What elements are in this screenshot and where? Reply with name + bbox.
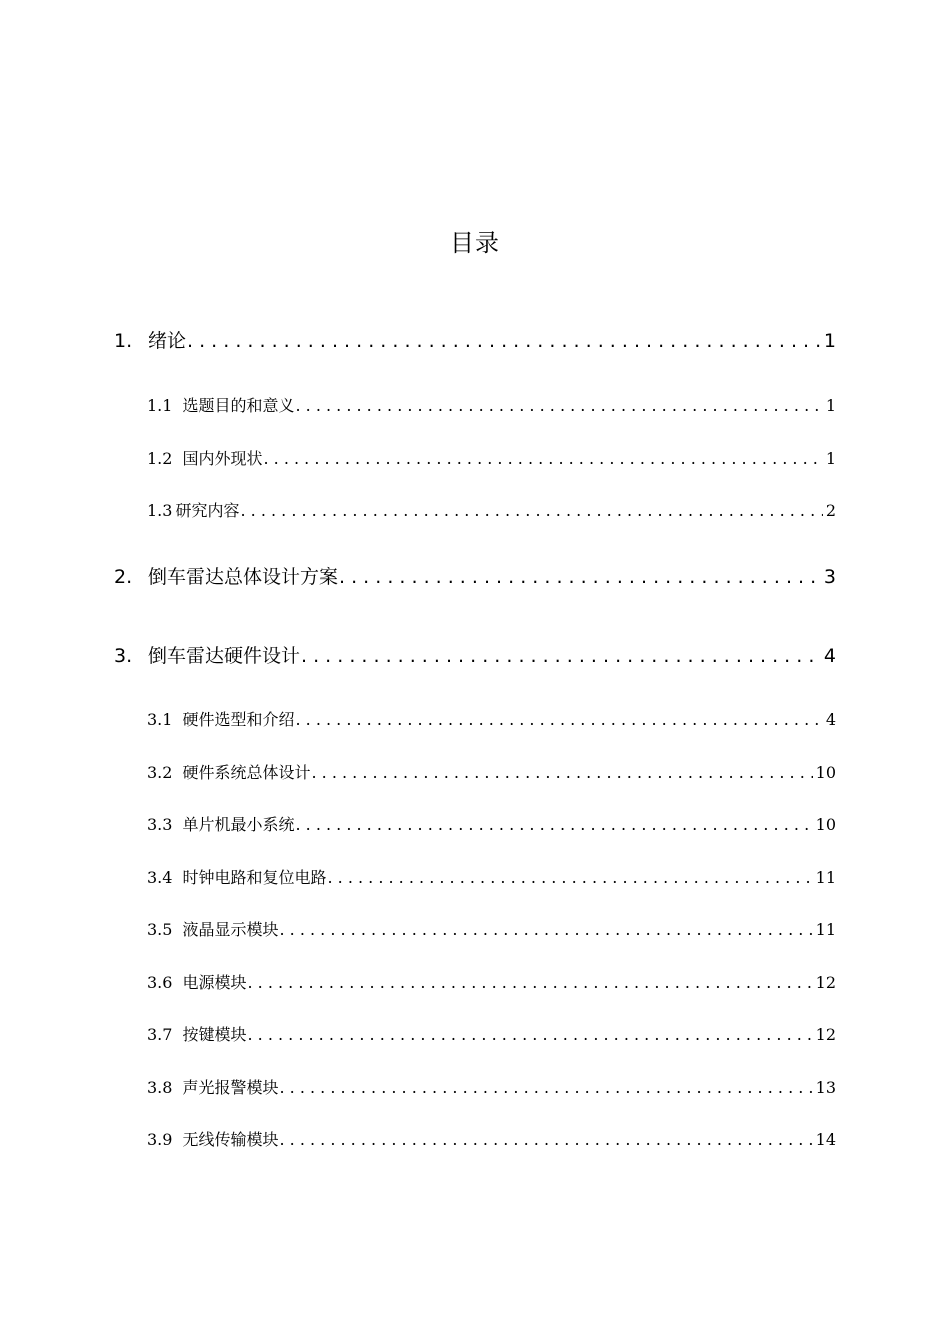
toc-entry-number: 3.5 (147, 920, 173, 939)
dot-leader (295, 812, 812, 838)
toc-entry-2[interactable] (114, 562, 836, 592)
toc-entry-3-8[interactable] (147, 1075, 836, 1101)
dot-leader (279, 1127, 812, 1153)
toc-entry-page: 12 (815, 1025, 836, 1044)
toc-entry-title: 按键模块 (182, 1025, 247, 1044)
toc-entry-title: 硬件选型和介绍 (182, 710, 295, 729)
dot-leader (339, 562, 821, 592)
toc-entry-title: 单片机最小系统 (182, 815, 295, 834)
toc-entry-title: 无线传输模块 (182, 1130, 279, 1149)
toc-entry-number: 3.6 (147, 973, 173, 992)
toc-entry-number: 1.1 (147, 396, 173, 415)
dot-leader (279, 1075, 812, 1101)
dot-leader (240, 498, 822, 524)
toc-entry-page: 1 (825, 396, 836, 415)
toc-entry-3-9[interactable] (147, 1127, 836, 1153)
toc-entry-3[interactable] (114, 641, 836, 671)
dot-leader (263, 446, 822, 472)
toc-entry-3-2[interactable] (147, 760, 836, 786)
toc-entry-number: 3.3 (147, 815, 173, 834)
toc-entry-page: 1 (825, 449, 836, 468)
toc-entry-page: 11 (815, 868, 836, 887)
toc-entry-title: 硬件系统总体设计 (182, 763, 311, 782)
dot-leader (247, 1022, 812, 1048)
toc-entry-page: 10 (815, 815, 836, 834)
toc-entry-page: 4 (823, 645, 836, 667)
toc-entry-number: 3.4 (147, 868, 173, 887)
toc-entry-3-3[interactable] (147, 812, 836, 838)
toc-entry-page: 10 (815, 763, 836, 782)
toc-entry-number: 1.3 (147, 501, 173, 520)
toc-entry-title: 选题目的和意义 (182, 396, 295, 415)
toc-entry-title: 国内外现状 (182, 449, 263, 468)
dot-leader (295, 393, 822, 419)
toc-title: 目录 (450, 229, 500, 257)
toc-entry-page: 14 (815, 1130, 836, 1149)
toc-entry-page: 3 (823, 566, 836, 588)
toc-entry-number: 2. (114, 566, 133, 588)
toc-entry-page: 11 (815, 920, 836, 939)
toc-entry-3-1[interactable] (147, 707, 836, 733)
toc-entry-number: 3.1 (147, 710, 173, 729)
toc-entry-number: 3. (114, 645, 133, 667)
toc-entry-number: 3.7 (147, 1025, 173, 1044)
toc-entry-3-6[interactable] (147, 970, 836, 996)
toc-entry-number: 1. (114, 330, 133, 352)
toc-entry-1-3[interactable] (147, 498, 836, 524)
toc-entry-number: 3.8 (147, 1078, 173, 1097)
toc-entry-3-4[interactable] (147, 865, 836, 891)
toc-entry-title: 倒车雷达硬件设计 (148, 645, 301, 667)
dot-leader (327, 865, 812, 891)
toc-entry-page: 4 (825, 710, 836, 729)
toc-entry-number: 1.2 (147, 449, 173, 468)
toc-entry-3-7[interactable] (147, 1022, 836, 1048)
dot-leader (311, 760, 812, 786)
toc-entry-title: 绪论 (148, 330, 187, 352)
toc-entry-title: 倒车雷达总体设计方案 (148, 566, 339, 588)
dot-leader (301, 641, 821, 671)
dot-leader (295, 707, 822, 733)
toc-entry-title: 电源模块 (182, 973, 247, 992)
toc-entry-title: 时钟电路和复位电路 (182, 868, 327, 887)
toc-entry-page: 1 (823, 330, 836, 352)
toc-entry-number: 3.9 (147, 1130, 173, 1149)
toc-entry-page: 12 (815, 973, 836, 992)
toc-entry-1-2[interactable] (147, 446, 836, 472)
toc-entry-3-5[interactable] (147, 917, 836, 943)
toc-entry-1[interactable] (114, 326, 836, 356)
toc-entry-title: 研究内容 (175, 501, 240, 520)
toc-entry-1-1[interactable] (147, 393, 836, 419)
dot-leader (187, 326, 821, 356)
dot-leader (279, 917, 812, 943)
toc-entry-title: 液晶显示模块 (182, 920, 279, 939)
toc-entry-title: 声光报警模块 (182, 1078, 279, 1097)
toc-entry-page: 2 (825, 501, 836, 520)
dot-leader (247, 970, 812, 996)
toc-entry-page: 13 (815, 1078, 836, 1097)
toc-entry-number: 3.2 (147, 763, 173, 782)
